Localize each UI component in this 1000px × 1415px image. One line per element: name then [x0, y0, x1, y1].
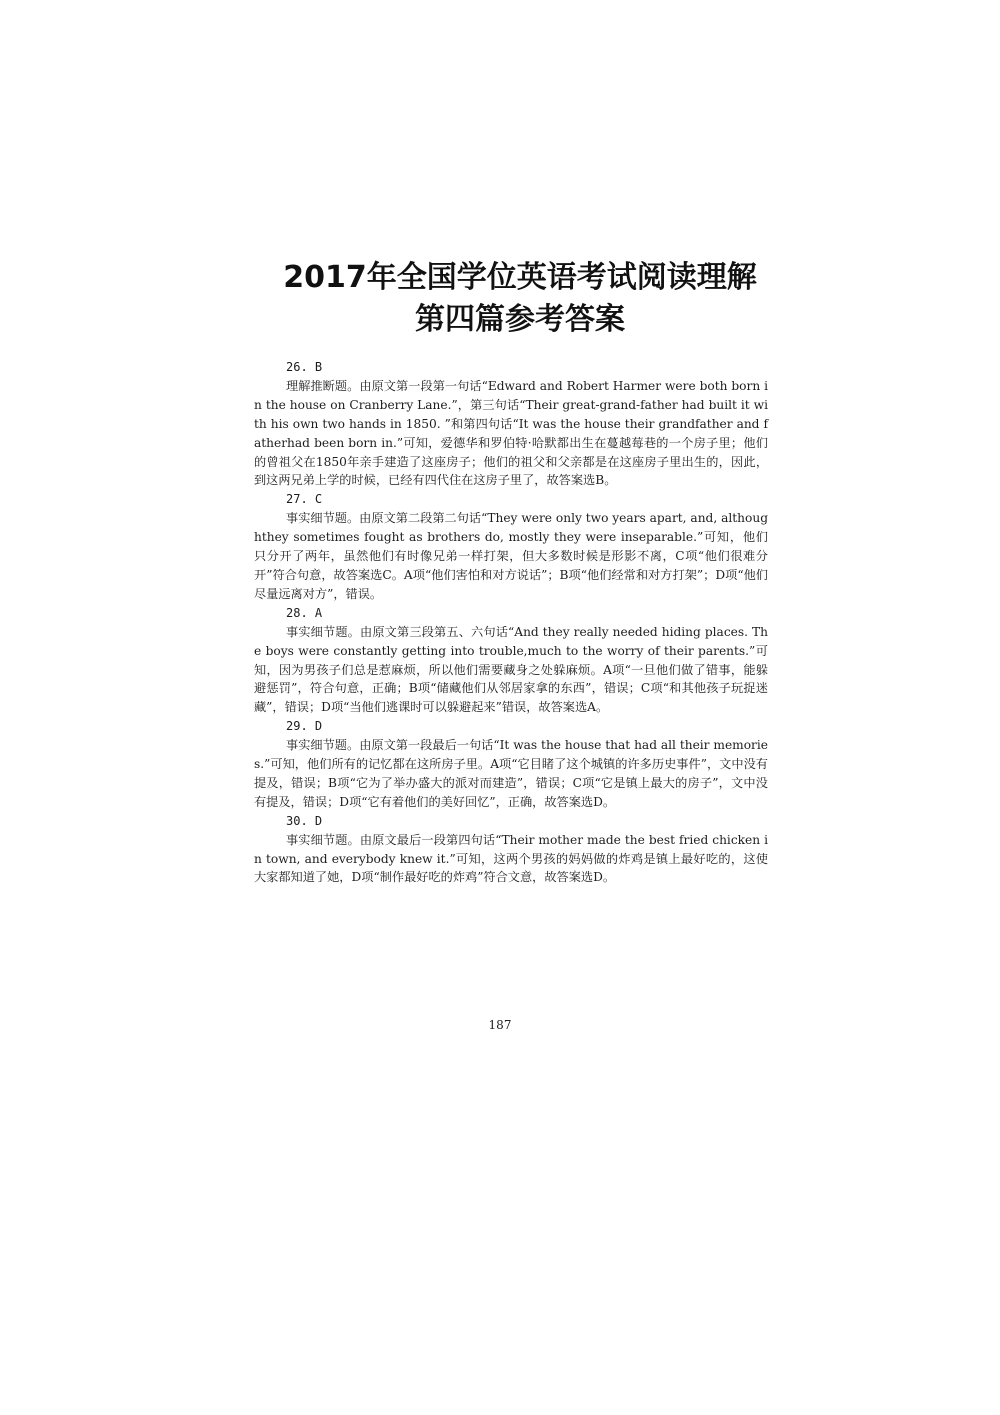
answer-number: 27. C [286, 492, 323, 507]
answer-item-27 [254, 490, 768, 603]
document-title-line-1: 2017年全国学位英语考试阅读理解 [283, 260, 757, 295]
answer-number: 26. B [286, 360, 323, 374]
answer-number: 28. A [286, 605, 323, 620]
answer-number: 29. D [286, 719, 323, 734]
answer-explanation: 理解推断题。由原文第一段第一句话“Edward and Robert Harmer were both born in the house on Cranberry Lane.”，第三句话“Their great-grand-father had built it with his own two hands in 1850. ”和第四句话“It was the house their grandfather and fatherhad been born in.”可知，爱德华和罗伯特·哈默都出生在蔓越莓巷的一个房子里；他们的曾祖父在1850年亲手建造了这座房子；他们的祖父和父亲都是在这座房子里出生的，因此，到这两兄弟上学的时候，已经有四代住在这房子里了，故答案选B。 [254, 378, 768, 488]
answer-item-29 [254, 717, 768, 812]
answer-item-30 [254, 812, 768, 888]
document-title-line-2: 第四篇参考答案 [415, 302, 625, 337]
answer-item-26 [254, 358, 768, 490]
answer-explanation: 事实细节题。由原文第三段第五、六句话“And they really needed hiding places. The boys were constantly getting into trouble,much to the worry of their parents.”可知，因为男孩子们总是惹麻烦，所以他们需要藏身之处躲麻烦。A项“一旦他们做了错事，能躲避惩罚”，符合句意，正确；B项“储藏他们从邻居家拿的东西”，错误；C项“和其他孩子玩捉迷藏”，错误；D项“当他们逃课时可以躲避起来”错误，故答案选A。 [254, 624, 768, 715]
answer-number: 30. D [286, 813, 323, 828]
answer-explanation: 事实细节题。由原文最后一段第四句话“Their mother made the best fried chicken in town, and everybody knew it.”可知，这两个男孩的妈妈做的炸鸡是镇上最好吃的，这使大家都知道了她，D项“制作最好吃的炸鸡”符合文意，故答案选D。 [254, 832, 768, 885]
answer-item-28 [254, 604, 768, 717]
answer-explanation: 事实细节题。由原文第二段第二句话“They were only two years apart, and, althoughthey sometimes fought as brothers do, mostly they were inseparable.”可知，他们只分开了两年，虽然他们有时像兄弟一样打架，但大多数时候是形影不离，C项“他们很难分开”符合句意，故答案选C。A项“他们害怕和对方说话”；B项“他们经常和对方打架”；D项“他们尽量远离对方”，错误。 [254, 511, 768, 601]
answer-explanation: 事实细节题。由原文第一段最后一句话“It was the house that had all their memories.”可知，他们所有的记忆都在这所房子里。A项“它目睹了这个城镇的许多历史事件”，文中没有提及，错误；B项“它为了举办盛大的派对而建造”，错误；C项“它是镇上最大的房子”，文中没有提及，错误；D项“它有着他们的美好回忆”，正确，故答案选D。 [254, 738, 768, 809]
answer-list [254, 358, 768, 887]
page-number: 187 [488, 1018, 512, 1032]
